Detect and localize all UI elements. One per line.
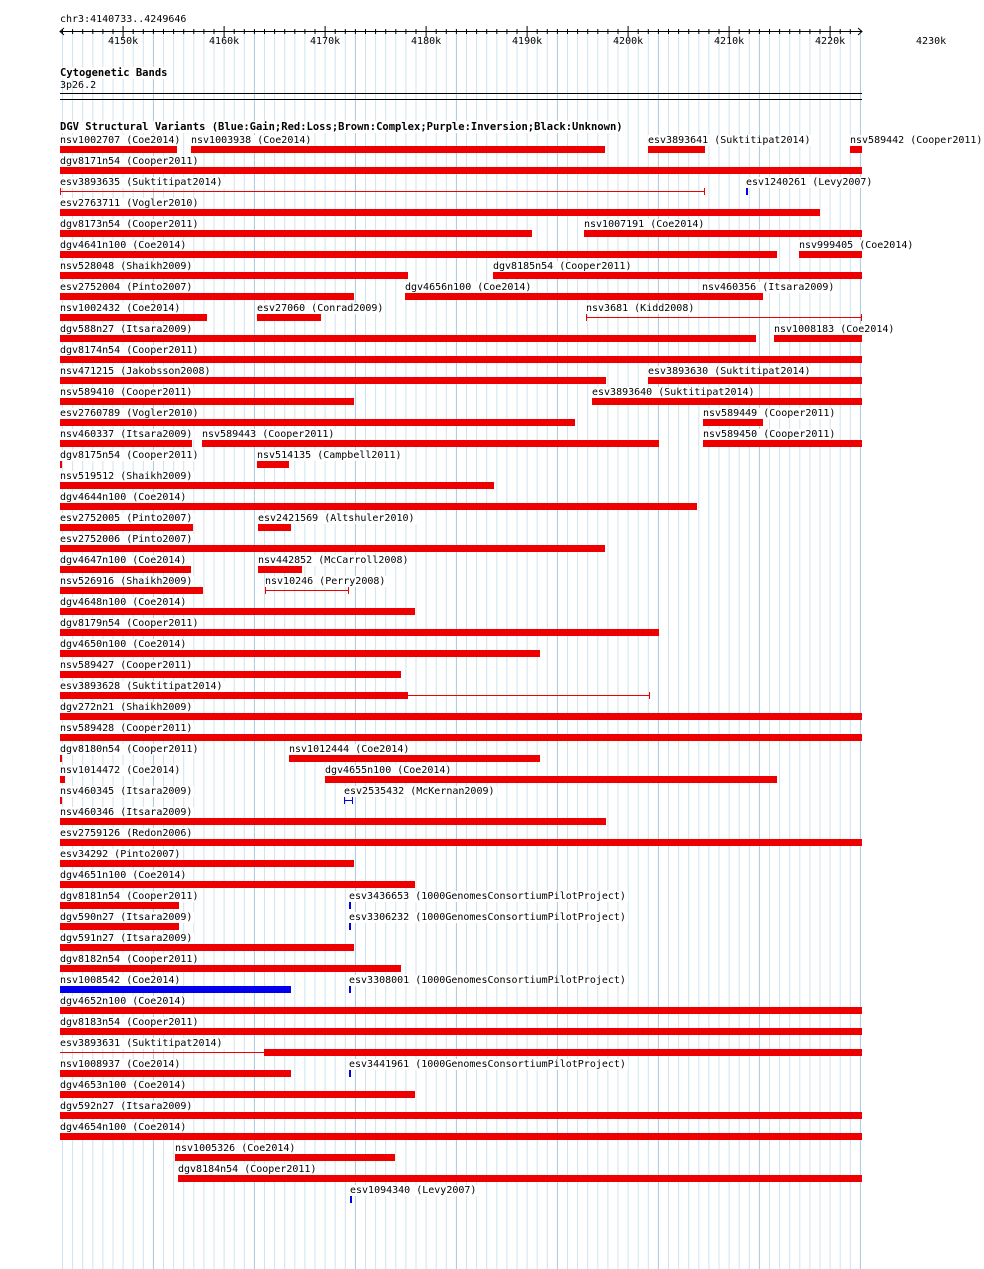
dgv-track-title: DGV Structural Variants (Blue:Gain;Red:Loss;Brown:Complex;Purple:Inversion;Black:Unknown) [60, 121, 623, 133]
variant-bar [703, 419, 763, 426]
variant-end-tick [586, 314, 587, 321]
variant-bar [60, 293, 354, 300]
variant-bar [60, 461, 62, 468]
variant-bar [60, 1070, 291, 1077]
variant-label: dgv8171n54 (Cooper2011) [60, 156, 199, 167]
variant-bar [850, 146, 862, 153]
variant-bar [178, 1175, 862, 1182]
variant-label: dgv4651n100 (Coe2014) [60, 870, 187, 881]
variant-bar [405, 293, 702, 300]
variant-bar [592, 398, 862, 405]
variant-end-tick [265, 587, 266, 594]
variant-label: esv3893630 (Suktitipat2014) [648, 366, 811, 377]
variant-label: nsv589410 (Cooper2011) [60, 387, 193, 398]
variant-bar [60, 1028, 862, 1035]
variant-bar [350, 1196, 352, 1203]
variant-end-tick [649, 692, 650, 699]
position-label: chr3:4140733..4249646 [60, 14, 187, 25]
variant-label: nsv1002707 (Coe2014) [60, 135, 181, 146]
variant-bar [60, 587, 203, 594]
variant-line [265, 590, 349, 591]
variant-label: dgv4653n100 (Coe2014) [60, 1080, 187, 1091]
variant-bar [60, 734, 862, 741]
variant-label: dgv592n27 (Itsara2009) [60, 1101, 193, 1112]
variant-label: dgv4655n100 (Coe2014) [325, 765, 452, 776]
variant-label: dgv8184n54 (Cooper2011) [178, 1164, 317, 1175]
ruler-tick-label: 4180k [411, 36, 442, 47]
variant-label: esv3893641 (Suktitipat2014) [648, 135, 811, 146]
variant-bar [60, 1112, 862, 1119]
variant-bar [60, 608, 415, 615]
variant-label: dgv8182n54 (Cooper2011) [60, 954, 199, 965]
variant-bar [60, 818, 606, 825]
variant-line [60, 1052, 264, 1053]
variant-bar [60, 167, 862, 174]
variant-bar [60, 377, 606, 384]
variant-bar [60, 629, 659, 636]
variant-label: nsv1007191 (Coe2014) [584, 219, 705, 230]
variant-bar [60, 146, 177, 153]
variant-bar [60, 881, 415, 888]
variant-bar [60, 440, 192, 447]
variant-end-tick [704, 188, 705, 195]
variant-label: esv3306232 (1000GenomesConsortiumPilotProject) [349, 912, 626, 923]
variant-bar [325, 776, 777, 783]
variant-line [586, 317, 862, 318]
ruler-tick-label: 4230k [916, 36, 947, 47]
variant-bar [289, 755, 540, 762]
variant-label: nsv3681 (Kidd2008) [586, 303, 695, 314]
variant-bar [60, 503, 697, 510]
variant-label: nsv999405 (Coe2014) [799, 240, 914, 251]
variant-label: dgv8179n54 (Cooper2011) [60, 618, 199, 629]
variant-end-tick [348, 587, 349, 594]
cytoband-track-title: Cytogenetic Bands [60, 67, 168, 79]
variant-bar [349, 1070, 351, 1077]
variant-end-tick [861, 314, 862, 321]
variant-label: dgv4654n100 (Coe2014) [60, 1122, 187, 1133]
variant-bar [60, 524, 193, 531]
variant-label: dgv4648n100 (Coe2014) [60, 597, 187, 608]
variant-bar [703, 440, 862, 447]
variant-label: esv1094340 (Levy2007) [350, 1185, 477, 1196]
variant-label: dgv8175n54 (Cooper2011) [60, 450, 199, 461]
variant-label: dgv8185n54 (Cooper2011) [493, 261, 632, 272]
variant-bar [258, 524, 291, 531]
ruler-tick-label: 4150k [108, 36, 139, 47]
variant-label: nsv1008937 (Coe2014) [60, 1059, 181, 1070]
variant-bar [349, 986, 351, 993]
variant-bar [60, 944, 354, 951]
variant-bar [648, 377, 862, 384]
variant-bar [746, 188, 748, 195]
variant-label: dgv8180n54 (Cooper2011) [60, 744, 199, 755]
variant-label: esv2752004 (Pinto2007) [60, 282, 193, 293]
variant-label: nsv1008542 (Coe2014) [60, 975, 181, 986]
variant-line [60, 191, 705, 192]
variant-label: nsv589450 (Cooper2011) [703, 429, 836, 440]
variant-bar [349, 902, 351, 909]
variant-label: dgv4647n100 (Coe2014) [60, 555, 187, 566]
variant-label: dgv4652n100 (Coe2014) [60, 996, 187, 1007]
variant-label: nsv589449 (Cooper2011) [703, 408, 836, 419]
variant-label: dgv4656n100 (Coe2014) [405, 282, 532, 293]
variant-label: nsv1014472 (Coe2014) [60, 765, 181, 776]
variant-bar [60, 713, 862, 720]
variant-bar [60, 545, 605, 552]
variant-label: esv2752005 (Pinto2007) [60, 513, 193, 524]
variant-label: esv3436653 (1000GenomesConsortiumPilotProject) [349, 891, 626, 902]
variant-bar [60, 755, 62, 762]
variant-bar [60, 314, 207, 321]
variant-label: esv2752006 (Pinto2007) [60, 534, 193, 545]
variant-label: nsv1002432 (Coe2014) [60, 303, 181, 314]
variant-bar [258, 566, 302, 573]
variant-label: nsv589442 (Cooper2011) [850, 135, 983, 146]
variant-label: nsv589428 (Cooper2011) [60, 723, 193, 734]
variant-label: dgv588n27 (Itsara2009) [60, 324, 193, 335]
variant-label: nsv1003938 (Coe2014) [191, 135, 312, 146]
variant-label: nsv1005326 (Coe2014) [175, 1143, 296, 1154]
variant-label: esv3441961 (1000GenomesConsortiumPilotProject) [349, 1059, 626, 1070]
variant-label: dgv4641n100 (Coe2014) [60, 240, 187, 251]
variant-label: nsv519512 (Shaikh2009) [60, 471, 193, 482]
ruler-tick-label: 4170k [310, 36, 341, 47]
variant-bar [60, 797, 62, 804]
variant-end-tick [344, 797, 345, 804]
variant-bar [60, 272, 408, 279]
ruler-tick-label: 4210k [714, 36, 745, 47]
variant-bar [60, 1091, 415, 1098]
variant-label: esv1240261 (Levy2007) [746, 177, 873, 188]
variant-bar [60, 566, 191, 573]
variant-label: dgv590n27 (Itsara2009) [60, 912, 193, 923]
variant-bar [60, 251, 777, 258]
variant-bar [60, 209, 820, 216]
variant-bar [774, 335, 862, 342]
variant-bar [60, 398, 354, 405]
variant-bar [60, 965, 401, 972]
variant-label: dgv4650n100 (Coe2014) [60, 639, 187, 650]
variant-bar [60, 356, 862, 363]
variant-bar [648, 146, 705, 153]
variant-bar [60, 1007, 862, 1014]
variant-bar [257, 461, 289, 468]
variant-label: esv3893631 (Suktitipat2014) [60, 1038, 223, 1049]
variant-bar [349, 923, 351, 930]
variant-bar [60, 860, 354, 867]
variant-label: dgv591n27 (Itsara2009) [60, 933, 193, 944]
variant-bar [264, 1049, 862, 1056]
variant-label: nsv528048 (Shaikh2009) [60, 261, 193, 272]
ruler-tick-label: 4160k [209, 36, 240, 47]
variant-bar [257, 314, 321, 321]
variant-line [408, 695, 650, 696]
variant-label: esv3308001 (1000GenomesConsortiumPilotProject) [349, 975, 626, 986]
variant-label: nsv460346 (Itsara2009) [60, 807, 193, 818]
variant-label: esv27060 (Conrad2009) [257, 303, 384, 314]
variant-label: dgv272n21 (Shaikh2009) [60, 702, 193, 713]
variant-end-tick [60, 188, 61, 195]
variant-label: dgv8181n54 (Cooper2011) [60, 891, 199, 902]
variant-label: nsv10246 (Perry2008) [265, 576, 386, 587]
variant-label: esv2760789 (Vogler2010) [60, 408, 199, 419]
variant-bar [60, 986, 291, 993]
variant-label: nsv471215 (Jakobsson2008) [60, 366, 211, 377]
variant-bar [60, 650, 540, 657]
variant-label: nsv1008183 (Coe2014) [774, 324, 895, 335]
variant-label: nsv460337 (Itsara2009) [60, 429, 193, 440]
variant-end-tick [352, 797, 353, 804]
variant-bar [60, 776, 65, 783]
variant-bar [202, 440, 659, 447]
variant-label: nsv589443 (Cooper2011) [202, 429, 335, 440]
ruler-tick-label: 4200k [613, 36, 644, 47]
variant-bar [60, 671, 401, 678]
variant-label: esv2759126 (Redon2006) [60, 828, 193, 839]
variant-label: esv3893640 (Suktitipat2014) [592, 387, 755, 398]
variant-label: esv3893635 (Suktitipat2014) [60, 177, 223, 188]
variant-label: nsv514135 (Campbell2011) [257, 450, 402, 461]
variant-bar [191, 146, 605, 153]
variant-bar [60, 1133, 862, 1140]
variant-label: esv3893628 (Suktitipat2014) [60, 681, 223, 692]
variant-bar [60, 692, 408, 699]
variant-label: nsv442852 (McCarroll2008) [258, 555, 409, 566]
variant-label: esv2535432 (McKernan2009) [344, 786, 495, 797]
variant-label: dgv4644n100 (Coe2014) [60, 492, 187, 503]
variant-label: nsv460345 (Itsara2009) [60, 786, 193, 797]
variant-bar [60, 335, 756, 342]
variant-label: esv2421569 (Altshuler2010) [258, 513, 415, 524]
variant-bar [60, 419, 575, 426]
variant-label: esv34292 (Pinto2007) [60, 849, 181, 860]
variant-bar [60, 482, 494, 489]
variant-bar [60, 923, 179, 930]
ruler-tick-label: 4220k [815, 36, 846, 47]
variant-label: nsv1012444 (Coe2014) [289, 744, 410, 755]
variant-label: dgv8174n54 (Cooper2011) [60, 345, 199, 356]
variant-label: dgv8183n54 (Cooper2011) [60, 1017, 199, 1028]
variant-label: nsv589427 (Cooper2011) [60, 660, 193, 671]
variant-label: nsv460356 (Itsara2009) [702, 282, 835, 293]
variant-bar [60, 839, 862, 846]
variant-bar [60, 230, 532, 237]
variant-bar [702, 293, 763, 300]
variant-bar [60, 902, 179, 909]
variant-bar [175, 1154, 395, 1161]
variant-label: esv2763711 (Vogler2010) [60, 198, 199, 209]
variant-bar [493, 272, 862, 279]
cytoband-name: 3p26.2 [60, 80, 97, 91]
ruler-tick-label: 4190k [512, 36, 543, 47]
variant-bar [799, 251, 862, 258]
variant-label: nsv526916 (Shaikh2009) [60, 576, 193, 587]
variant-label: dgv8173n54 (Cooper2011) [60, 219, 199, 230]
variant-bar [584, 230, 862, 237]
